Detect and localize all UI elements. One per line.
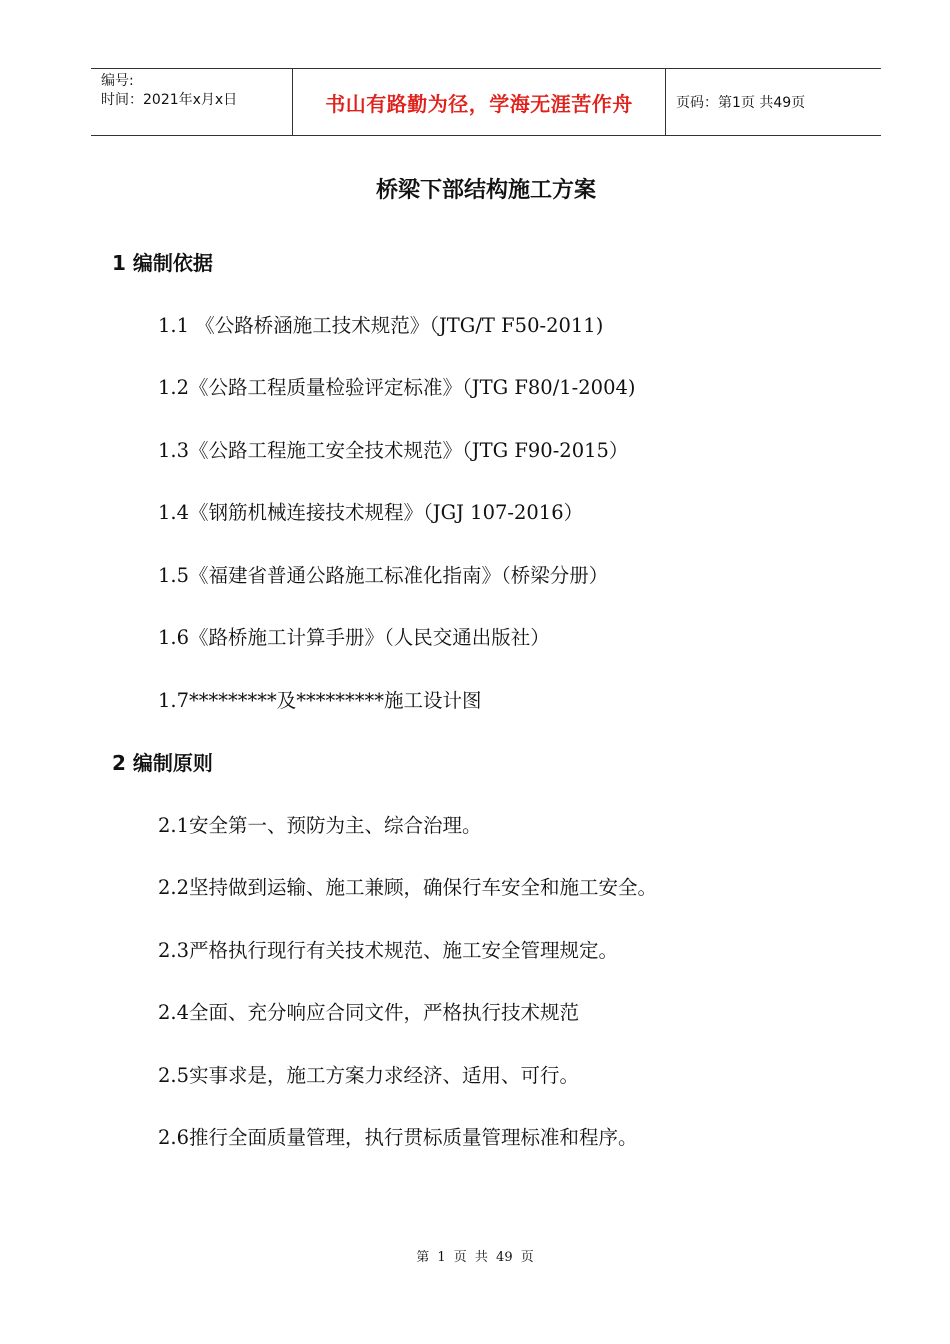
section-1-item-1: 1.1 《公路桥涵施工技术规范》（JTG/T F50-2011)	[158, 314, 604, 337]
section-2-item-4: 2.4全面、充分响应合同文件，严格执行技术规范	[158, 1001, 580, 1024]
section-1-item-3: 1.3《公路工程施工安全技术规范》（JTG F90-2015）	[158, 439, 629, 462]
section-1-item-4: 1.4《钢筋机械连接技术规程》（JGJ 107-2016）	[158, 501, 584, 524]
document-title: 桥梁下部结构施工方案	[375, 178, 596, 203]
section-1-item-5: 1.5《福建省普通公路施工标准化指南》（桥梁分册）	[158, 564, 609, 587]
section-2-item-2: 2.2坚持做到运输、施工兼顾，确保行车安全和施工安全。	[158, 876, 658, 899]
section-2-item-1: 2.1安全第一、预防为主、综合治理。	[158, 814, 482, 837]
section-2-item-5: 2.5实事求是，施工方案力求经济、适用、可行。	[158, 1064, 580, 1087]
header-table	[91, 68, 881, 136]
section-heading-1: 1 编制依据	[112, 251, 213, 275]
document-time-label: 时间：2021年x月x日	[101, 92, 238, 108]
section-1-item-6: 1.6《路桥施工计算手册》（人民交通出版社）	[158, 626, 550, 649]
section-1-item-2: 1.2《公路工程质量检验评定标准》（JTG F80/1-2004)	[158, 376, 636, 399]
section-heading-2: 2 编制原则	[112, 751, 213, 775]
header-meta-cell	[91, 69, 293, 135]
header-motto: 书山有路勤为径，学海无涯苦作舟	[293, 69, 666, 135]
document-number-label: 编号:	[101, 73, 134, 89]
section-2-item-3: 2.3严格执行现行有关技术规范、施工安全管理规定。	[158, 939, 619, 962]
page-footer: 第 1 页 共 49 页	[416, 1250, 534, 1265]
section-1-item-7: 1.7*********及*********施工设计图	[158, 689, 482, 712]
section-2-item-6: 2.6推行全面质量管理，执行贯标质量管理标准和程序。	[158, 1126, 638, 1149]
header-page-info: 页码：第1页 共49页	[676, 95, 806, 111]
